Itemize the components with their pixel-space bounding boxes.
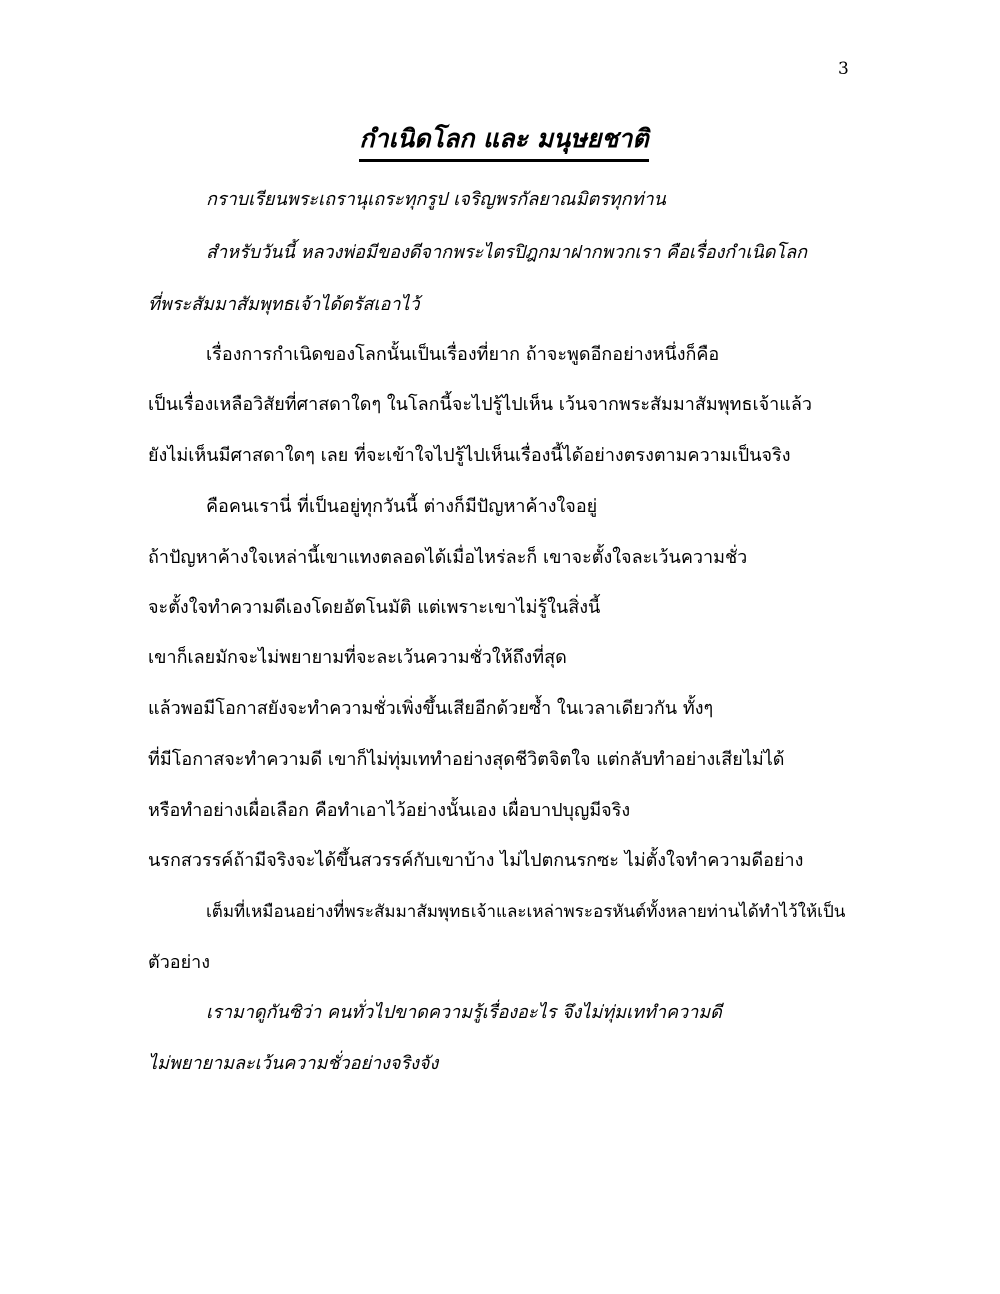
text-line: นรกสวรรค์ถ้ามีจริงจะได้ขึ้นสวรรค์กับเขาบ้าง ไม่ไปตกนรกซะ ไม่ตั้งใจทำความดีอย่าง	[148, 850, 804, 871]
page-title	[0, 122, 1000, 162]
text-line: หรือทำอย่างเผื่อเลือก คือทำเอาไว้อย่างนั้นเอง เผื่อบาปบุญมีจริง	[148, 800, 631, 821]
text-line: เต็มที่เหมือนอย่างที่พระสัมมาสัมพุทธเจ้าและเหล่าพระอรหันต์ทั้งหลายท่านได้ทำไว้ให้เป็น	[206, 902, 846, 922]
text-line: แล้วพอมีโอกาสยังจะทำความชั่วเพิ่งขึ้นเสียอีกด้วยซ้ำ ในเวลาเดียวกัน ทั้งๆ	[148, 698, 714, 719]
page-title-text: กำเนิดโลก และ มนุษยชาติ	[359, 122, 648, 162]
text-line: กราบเรียนพระเถรานุเถระทุกรูป เจริญพรกัลยาณมิตรทุกท่าน	[206, 189, 666, 210]
text-line: ยังไม่เห็นมีศาสดาใดๆ เลย ที่จะเข้าใจไปรู้ไปเห็นเรื่องนี้ได้อย่างตรงตามความเป็นจริง	[148, 445, 791, 466]
text-line: เรื่องการกำเนิดของโลกนั้นเป็นเรื่องที่ยาก ถ้าจะพูดอีกอย่างหนึ่งก็คือ	[206, 344, 720, 365]
text-line: เขาก็เลยมักจะไม่พยายามที่จะละเว้นความชั่วให้ถึงที่สุด	[148, 647, 567, 668]
text-line: จะตั้งใจทำความดีเองโดยอัตโนมัติ แต่เพราะเขาไม่รู้ในสิ่งนี้	[148, 597, 601, 618]
text-line: คือคนเรานี่ ที่เป็นอยู่ทุกวันนี้ ต่างก็มีปัญหาค้างใจอยู่	[206, 496, 598, 517]
text-line: สำหรับวันนี้ หลวงพ่อมีของดีจากพระไตรปิฎกมาฝากพวกเรา คือเรื่องกำเนิดโลก	[206, 242, 808, 263]
text-line: ตัวอย่าง	[148, 952, 211, 973]
page-number: 3	[838, 59, 849, 79]
text-line: เป็นเรื่องเหลือวิสัยที่ศาสดาใดๆ ในโลกนี้จะไปรู้ไปเห็น เว้นจากพระสัมมาสัมพุทธเจ้าแล้ว	[148, 394, 812, 415]
text-line: ไม่พยายามละเว้นความชั่วอย่างจริงจัง	[148, 1053, 439, 1074]
text-line: ที่พระสัมมาสัมพุทธเจ้าได้ตรัสเอาไว้	[148, 294, 420, 315]
text-line: ที่มีโอกาสจะทำความดี เขาก็ไม่ทุ่มเททำอย่างสุดชีวิตจิตใจ แต่กลับทำอย่างเสียไม่ได้	[148, 749, 785, 770]
text-line: ถ้าปัญหาค้างใจเหล่านี้เขาแทงตลอดได้เมื่อไหร่ละก็ เขาจะตั้งใจละเว้นความชั่ว	[148, 547, 748, 568]
text-line: เรามาดูกันซิว่า คนทั่วไปขาดความรู้เรื่องอะไร จึงไม่ทุ่มเททำความดี	[206, 1002, 722, 1023]
